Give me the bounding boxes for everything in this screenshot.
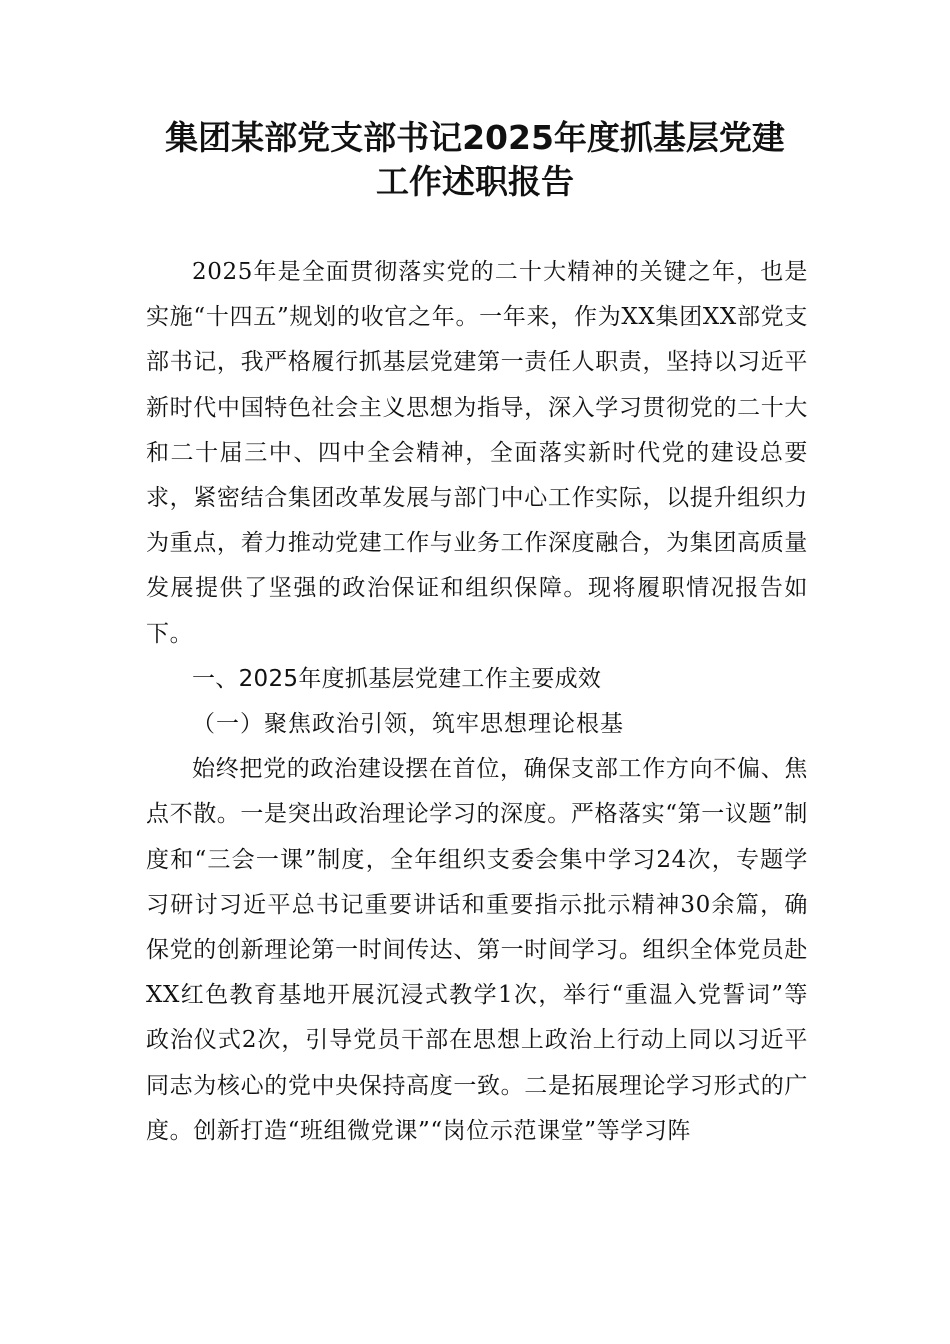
subsection-heading-1: （一）聚焦政治引领，筑牢思想理论根基 xyxy=(192,711,624,738)
document-title-line-2: 工作述职报告 xyxy=(376,162,574,201)
document-body xyxy=(146,250,808,1154)
subsection-1-paragraph: 始终把党的政治建设摆在首位，确保支部工作方向不偏、焦点不散。一是突出政治理论学习的深度。严格落实“第一议题”制度和“三会一课”制度，全年组织支委会集中学习24次，专题学习研讨习近平总书记重要讲话和重要指示批示精神30余篇，确保党的创新理论第一时间传达、第一时间学习。组织全体党员赴XX红色教育基地开展沉浸式教学1次，举行“重温入党誓词”等政治仪式2次，引导党员干部在思想上政治上行动上同以习近平同志为核心的党中央保持高度一致。二是拓展理论学习形式的广度。创新打造“班组微党课”“岗位示范课堂”等学习阵 xyxy=(146,756,808,1144)
intro-paragraph: 2025年是全面贯彻落实党的二十大精神的关键之年，也是实施“十四五”规划的收官之年。一年来，作为XX集团XX部党支部书记，我严格履行抓基层党建第一责任人职责，坚持以习近平新时代中国特色社会主义思想为指导，深入学习贯彻党的二十大和二十届三中、四中全会精神，全面落实新时代党的建设总要求，紧密结合集团改革发展与部门中心工作实际，以提升组织力为重点，着力推动党建工作与业务工作深度融合，为集团高质量发展提供了坚强的政治保证和组织保障。现将履职情况报告如下。 xyxy=(146,259,808,647)
section-heading-1: 一、2025年度抓基层党建工作主要成效 xyxy=(192,665,602,692)
document-title-line-1: 集团某部党支部书记2025年度抓基层党建 xyxy=(165,118,785,157)
